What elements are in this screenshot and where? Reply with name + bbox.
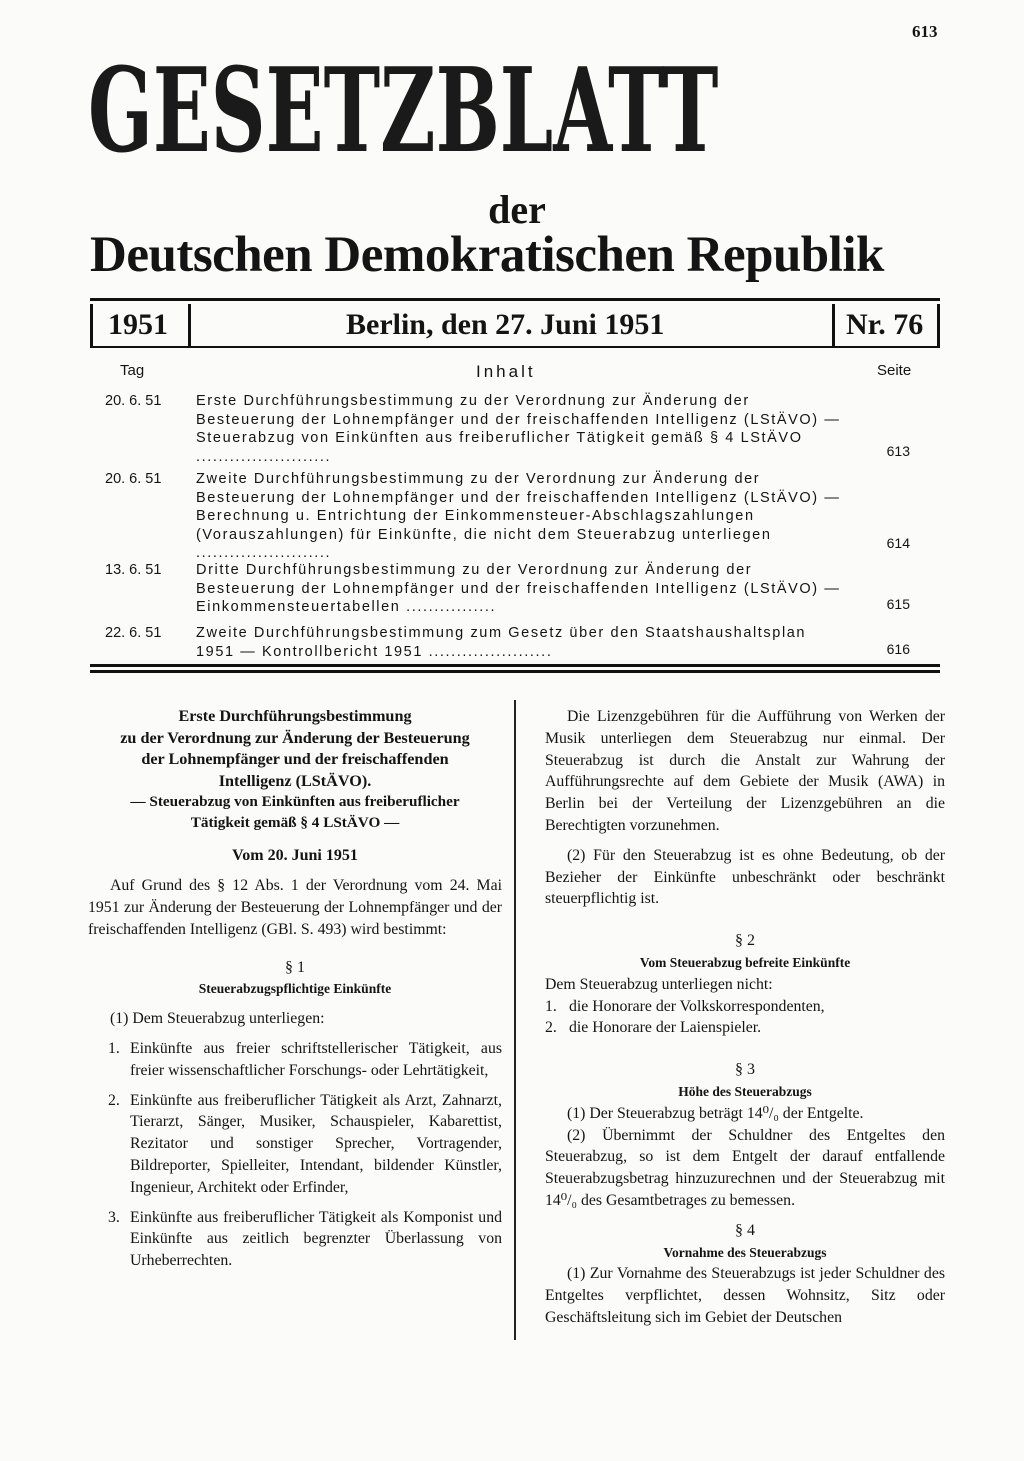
list-item: [88, 1090, 502, 1199]
left-column: [88, 706, 502, 1272]
item-number: 2.: [108, 1091, 120, 1109]
page-number: 613: [912, 22, 938, 41]
subtitle-line: — Steuerabzug von Einkünften aus freiberuflicher: [130, 793, 460, 811]
item-text: die Honorare der Laienspieler.: [569, 1019, 762, 1037]
bar-divider: [832, 304, 835, 346]
toc-date: 20. 6. 51: [105, 471, 162, 487]
section-3-sign: § 3: [735, 1061, 755, 1079]
toc-page: 613: [886, 443, 910, 459]
title-line: der Lohnempfänger und der freischaffenden: [141, 750, 449, 769]
subtitle-line: Tätigkeit gemäß § 4 LStÄVO —: [190, 813, 400, 831]
article-subtitle: [88, 792, 502, 833]
item-text: Einkünfte aus freiberuflicher Tätigkeit als Arzt, Zahnarzt, Tierarzt, Sänger, Musiker, Schauspieler, Kabarettist, Rezitator und sonstiger Sprecher, Vortragender, Bildreporter, Spielleiter, Intendant, bildender Künstler, Ingenieur, Architekt oder Erfinder,: [130, 1091, 502, 1196]
toc-text: Dritte Durchführungsbestimmung zu der Verordnung zur Änderung der Besteuerung der Lohnempfänger und der freischaffenden Intelligenz (LStÄVO) — Einkommensteuertabellen ................: [196, 562, 841, 615]
toc-rule: [90, 664, 940, 667]
section-3-para-2: (2) Übernimmt der Schuldner des Entgeltes den Steuerabzug, so ist dem Entgelt der darauf entfallende Steuerabzugsbetrag hinzuzurechnen und der Steuerabzug mit 14⁰/₀ des Gesamtbetrages zu bemessen.: [545, 1126, 945, 1209]
issue-year: 1951: [108, 308, 168, 341]
preamble: Auf Grund des § 12 Abs. 1 der Verordnung vom 24. Mai 1951 zur Änderung der Besteuerung der Lohnempfänger und der freischaffenden Intelligenz (GBl. S. 493) wird bestimmt:: [88, 877, 502, 938]
section-2-intro: Dem Steuerabzug unterliegen nicht:: [545, 975, 773, 993]
article-title: [88, 706, 502, 792]
toc-page: 614: [886, 535, 910, 551]
title-line: Erste Durchführungsbestimmung: [178, 707, 412, 725]
toc-entry: [100, 624, 910, 662]
section-3-para-1: (1) Der Steuerabzug beträgt 14⁰/₀ der Entgelte.: [567, 1104, 864, 1122]
issue-place-date: Berlin, den 27. Juni 1951: [346, 308, 665, 341]
toc-entry: [100, 561, 910, 617]
item-number: 1.: [108, 1039, 120, 1057]
bar-divider: [188, 304, 191, 346]
item-number: 2.: [545, 1019, 557, 1037]
list-item: [88, 1038, 502, 1082]
toc-col-seite: Seite: [877, 362, 912, 379]
section-1-intro: (1) Dem Steuerabzug unterliegen:: [110, 1010, 325, 1028]
section-4-sign: § 4: [735, 1221, 755, 1239]
toc-page: 615: [886, 596, 910, 612]
toc-entry: [100, 470, 910, 562]
article-date: Vom 20. Juni 1951: [232, 847, 358, 865]
issue-number: Nr. 76: [846, 308, 924, 341]
masthead-title: GESETZBLATT: [88, 43, 719, 179]
section-2-title: Vom Steuerabzug befreite Einkünfte: [639, 954, 851, 970]
toc-col-tag: Tag: [120, 362, 145, 379]
section-1-para-2: (2) Für den Steuerabzug ist es ohne Bedeutung, ob der Bezieher der Einkünfte unbeschränkt oder beschränkt steuerpflichtig ist.: [545, 846, 945, 908]
section-1-sign: § 1: [285, 958, 305, 976]
header-rule-top: [90, 298, 940, 301]
toc-date: 22. 6. 51: [105, 625, 162, 641]
masthead-der: der: [488, 187, 546, 232]
toc-page: 616: [886, 641, 910, 657]
toc-date: 20. 6. 51: [105, 393, 162, 409]
toc-text: Erste Durchführungsbestimmung zu der Verordnung zur Änderung der Besteuerung der Lohnempfänger und der freischaffenden Intelligenz (LStÄVO) — Steuerabzug von Einkünften aus freiberuflicher Tätigkeit gemäß § 4 LStÄVO ........................: [196, 393, 841, 465]
toc-date: 13. 6. 51: [105, 562, 162, 578]
masthead-republic: Deutschen Demokratischen Republik: [90, 227, 884, 283]
section-4-para-1: (1) Zur Vornahme des Steuerabzugs ist jeder Schuldner des Entgeltes verpflichtet, dessen Wohnsitz, Sitz oder Geschäftsleitung sich im Gebiet der Deutschen: [545, 1265, 945, 1326]
item-text: die Honorare der Volkskorrespondenten,: [569, 997, 825, 1015]
title-line: Intelligenz (LStÄVO).: [218, 771, 372, 790]
list-item: [545, 1017, 945, 1039]
list-item: [88, 1207, 502, 1272]
toc-rule: [90, 670, 940, 673]
section-1-title: Steuerabzugspflichtige Einkünfte: [198, 981, 392, 997]
list-item: [545, 996, 945, 1018]
item-text: Einkünfte aus freier schriftstellerischer Tätigkeit, aus freier wissenschaftlicher Forschungs- oder Lehrtätigkeit,: [130, 1039, 502, 1079]
issue-bar: [90, 304, 940, 346]
toc-text: Zweite Durchführungsbestimmung zum Gesetz über den Staatshaushaltsplan 1951 — Kontrollbericht 1951 ......................: [196, 625, 807, 660]
header-rule-bottom: [90, 346, 940, 348]
section-2-sign: § 2: [735, 932, 755, 950]
bar-divider: [937, 304, 940, 346]
toc-text: Zweite Durchführungsbestimmung zu der Verordnung zur Änderung der Besteuerung der Lohnempfänger und der freischaffenden Intelligenz (LStÄVO) — Berechnung u. Entrichtung der Einkommensteuer-Abschlagszahlungen (Vorauszahlungen) für Einkünfte, die nicht dem Steuerabzug unterliegen ........................: [196, 471, 841, 561]
section-4-title: Vornahme des Steuerabzugs: [663, 1244, 827, 1260]
title-line: zu der Verordnung zur Änderung der Besteuerung: [120, 728, 470, 747]
item-text: Einkünfte aus freiberuflicher Tätigkeit als Komponist und Einkünfte aus zeitlich begrenzter Überlassung von Urheberrechten.: [130, 1208, 502, 1270]
column-separator: [514, 700, 516, 1340]
item-number: 1.: [545, 997, 557, 1015]
toc-col-inhalt: Inhalt: [476, 362, 536, 381]
awa-paragraph: Die Lizenzgebühren für die Aufführung von Werken der Musik unterliegen dem Steuerabzug nur einmal. Der Steuerabzug ist durch die Anstalt zur Wahrung der Aufführungsrechte auf dem Gebiete der Musik (AWA) in Berlin bei der Verteilung der Lizenzgebühren an die Berechtigten vorzunehmen.: [545, 708, 945, 834]
item-number: 3.: [108, 1208, 120, 1226]
toc-entry: [100, 392, 910, 466]
section-3-title: Höhe des Steuerabzugs: [678, 1083, 812, 1099]
bar-divider: [90, 304, 93, 346]
right-column: [545, 706, 945, 1329]
